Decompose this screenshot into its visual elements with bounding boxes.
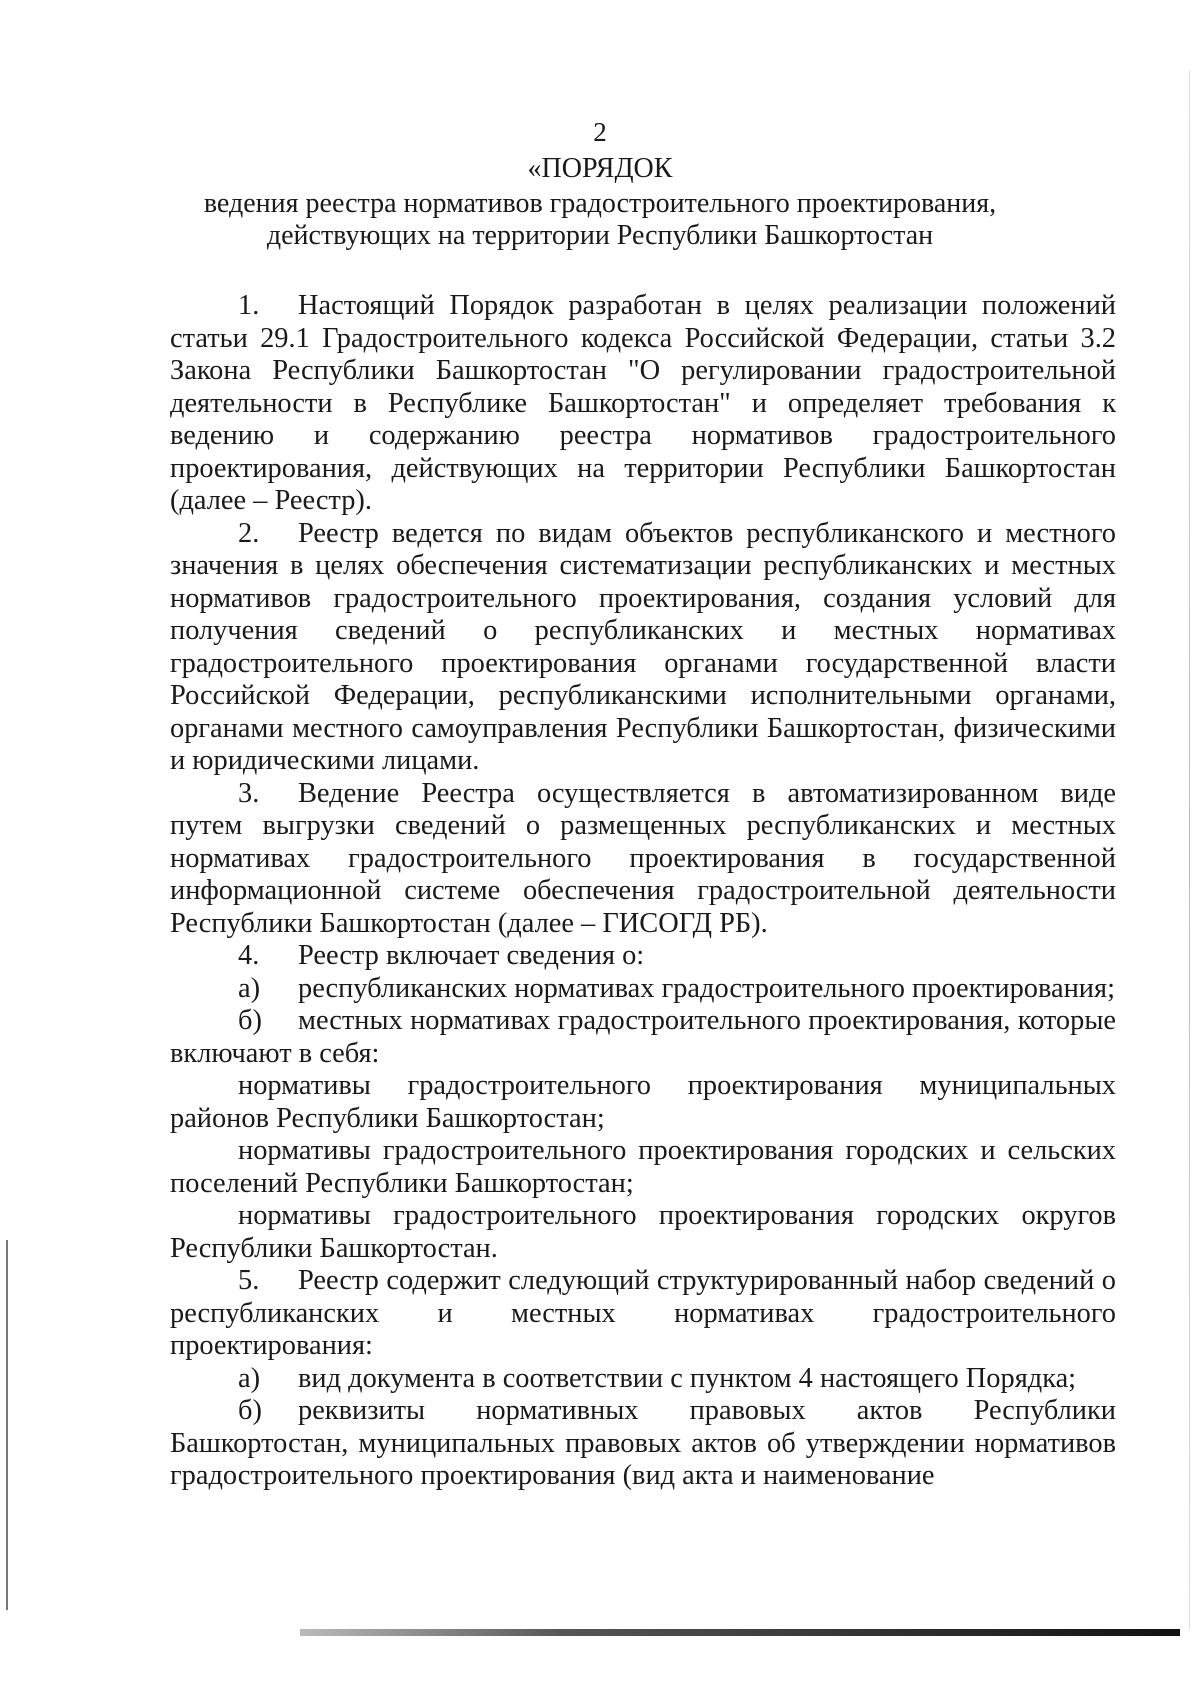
paragraph xyxy=(170,1005,1116,1070)
paragraph xyxy=(170,1265,1116,1363)
paragraph-text: Реестр ведется по видам объектов республиканского и местного значения в целях обеспечения систематизации республиканских и местных нормативов градостроительного проектирования, создания условий для получения сведений о республиканских и местных нормативах градостроительного проектирования органами государственной власти Российской Федерации, республиканскими исполнительными органами, органами местного самоуправления Республики Башкортостан, физическими и юридическими лицами. xyxy=(170,517,1116,776)
scan-edge-left xyxy=(6,1240,8,1610)
paragraph-number: а) xyxy=(238,1362,261,1394)
paragraph-text: Реестр включает сведения о: xyxy=(298,940,645,971)
paragraph-text: нормативы градостроительного проектирования городских округов Республики Башкортостан. xyxy=(170,1200,1116,1264)
paragraph xyxy=(170,1200,1116,1265)
paragraph-number: 4. xyxy=(238,940,260,971)
paragraph xyxy=(170,1070,1116,1135)
page-number: 2 xyxy=(593,117,607,147)
document-subtitle xyxy=(0,188,1200,252)
paragraph-number: 3. xyxy=(238,777,260,809)
paragraph-number: 1. xyxy=(238,290,260,321)
scan-edge-right xyxy=(1189,70,1190,1630)
paragraph-text: Ведение Реестра осуществляется в автоматизированном виде путем выгрузки сведений о размещенных республиканских и местных нормативах градостроительного проектирования в государственной информационной системе обеспечения градостроительной деятельности Республики Башкортостан (далее – ГИСОГД РБ). xyxy=(170,777,1116,939)
paragraph-text: реквизиты нормативных правовых актов Республики Башкортостан, муниципальных правовых актов об утверждении нормативов градостроительного проектирования (вид акта и наименование xyxy=(170,1395,1116,1491)
paragraph xyxy=(170,778,1116,941)
paragraph-text: Настоящий Порядок разработан в целях реализации положений статьи 29.1 Градостроительного кодекса Российской Федерации, статьи 3.2 Закона Республики Башкортостан "О регулировании градостроительной деятельности в Республике Башкортостан" и определяет требования к ведению и содержанию реестра нормативов градостроительного проектирования, действующих на территории Республики Башкортостан (далее – Реестр). xyxy=(170,290,1116,516)
paragraph-number: а) xyxy=(238,972,261,1004)
paragraph-text: Реестр содержит следующий структурированный набор сведений о республиканских и местных нормативах градостроительного проектирования: xyxy=(170,1265,1116,1361)
subtitle-line: действующих на территории Республики Башкортостан xyxy=(266,220,934,251)
paragraph xyxy=(170,973,1116,1006)
paragraph-text: местных нормативах градостроительного проектирования, которые включают в себя: xyxy=(170,1005,1116,1069)
subtitle-line: ведения реестра нормативов градостроительного проектирования, xyxy=(203,188,997,219)
scan-bottom-line xyxy=(300,1629,1180,1636)
paragraph xyxy=(170,1395,1116,1493)
paragraph-number: б) xyxy=(238,1395,262,1426)
document-body xyxy=(170,290,1116,1493)
paragraph xyxy=(170,940,1116,973)
paragraph-number: 5. xyxy=(238,1265,260,1296)
paragraph-text: нормативы градостроительного проектирования муниципальных районов Республики Башкортостан; xyxy=(170,1070,1116,1134)
paragraph-text: вид документа в соответствии с пунктом 4 настоящего Порядка; xyxy=(298,1362,1077,1394)
paragraph-number: б) xyxy=(238,1005,262,1036)
paragraph xyxy=(170,518,1116,778)
document-title: «ПОРЯДОК xyxy=(527,153,673,184)
paragraph-number: 2. xyxy=(238,517,260,549)
paragraph xyxy=(170,1135,1116,1200)
paragraph-text: нормативы градостроительного проектирования городских и сельских поселений Республики Башкортостан; xyxy=(170,1135,1116,1199)
paragraph xyxy=(170,290,1116,518)
paragraph-text: республиканских нормативах градостроительного проектирования; xyxy=(298,972,1115,1004)
paragraph xyxy=(170,1363,1116,1396)
